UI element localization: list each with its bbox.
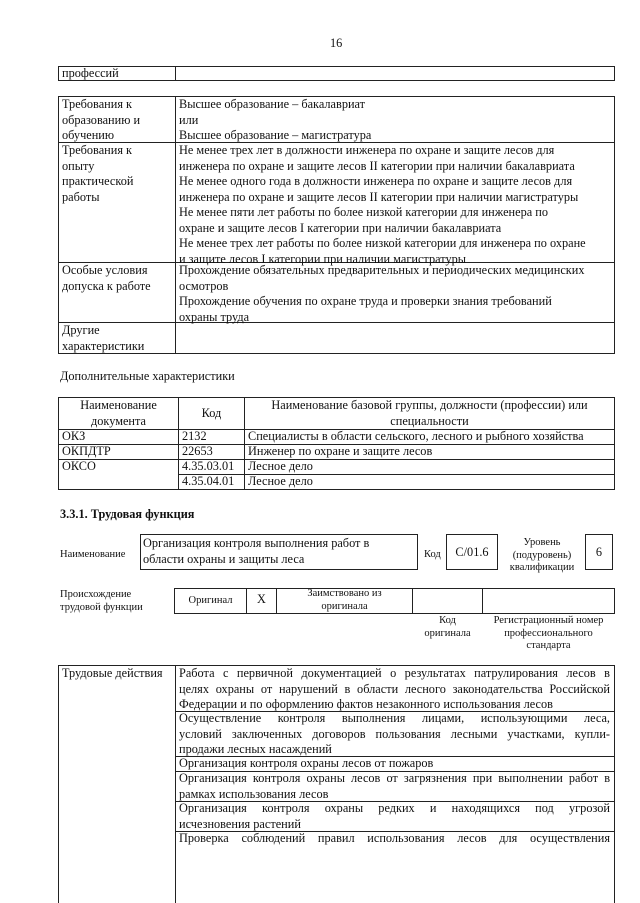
list-item: Работа с первичной документацией о результатах патрулирования лесов в целях охраны от нарушений в области лесного законодательства Российской Федерации и по оформлению фактов незаконного использования лесов xyxy=(179,666,610,711)
list-item: Организация контроля охраны редких и находящихся под угрозой исчезновения растений xyxy=(179,801,610,831)
list-item: Организация контроля охраны лесов от пожаров xyxy=(179,756,434,770)
registration-number-caption: Регистрационный номер профессионального стандарта xyxy=(493,615,604,651)
origin-label: Происхождение трудовой функции xyxy=(60,589,143,613)
table-row: ОКПДТР xyxy=(62,444,111,458)
other-characteristics-label: Другие характеристики xyxy=(62,323,145,353)
list-item: Проверка соблюдений правил использования лесов для осуществления xyxy=(179,831,610,845)
table-row: ОКЗ xyxy=(62,429,86,443)
function-heading: 3.3.1. Трудовая функция xyxy=(60,507,195,521)
experience-label: Требования к опыту практической работы xyxy=(62,143,134,204)
table-row-name: Специалисты в области сельского, лесного и рыбного хозяйства xyxy=(248,429,584,443)
admission-conditions-label: Особые условия допуска к работе xyxy=(62,263,151,293)
name-label: Наименование xyxy=(60,549,126,560)
table-row-code: 4.35.04.01 xyxy=(182,474,235,488)
original-code-caption: Код оригинала xyxy=(424,615,471,639)
admission-conditions-value: Прохождение обязательных предварительных и периодических медицинских осмотров Прохождение обучения по охране труда и проверки знания требований охраны труда xyxy=(179,263,585,324)
list-item: Организация контроля охраны лесов от загрязнения при выполнении работ в рамках использования лесов xyxy=(179,771,610,801)
table-row-name: Инженер по охране и защите лесов xyxy=(248,444,433,458)
level-value: 6 xyxy=(595,545,603,559)
header-code: Код xyxy=(201,406,222,420)
code-value: C/01.6 xyxy=(455,545,489,559)
code-label: Код xyxy=(424,549,441,560)
original-mark: X xyxy=(257,592,266,606)
table-row-code: 2132 xyxy=(182,429,207,443)
table-row-code: 22653 xyxy=(182,444,213,458)
labor-actions-label: Трудовые действия xyxy=(62,666,163,680)
original-label: Оригинал xyxy=(188,595,233,606)
table-row-name: Лесное дело xyxy=(248,459,313,473)
additional-title: Дополнительные характеристики xyxy=(60,369,235,383)
header-document: Наименование документа xyxy=(80,398,157,428)
education-value: Высшее образование – бакалавриат или Высшее образование – магистратура xyxy=(179,97,372,142)
function-name-value: Организация контроля выполнения работ в области охраны и защиты леса xyxy=(143,536,370,566)
qualification-level-label: Уровень (подуровень) квалификации xyxy=(509,537,575,573)
table-row-name: Лесное дело xyxy=(248,474,313,488)
education-label: Требования к образованию и обучению xyxy=(62,97,141,142)
header-group-name: Наименование базовой группы, должности (профессии) или специальности xyxy=(271,398,588,428)
table-row-code: 4.35.03.01 xyxy=(182,459,235,473)
borrowed-label: Заимствовано из оригинала xyxy=(307,588,382,612)
list-item: Осуществление контроля выполнения лицами, использующими леса, условий заключенных договоров пользования лесными участками, купли- продажи лесных насаждений xyxy=(179,711,610,756)
experience-value: Не менее трех лет в должности инженера по охране и защите лесов для инженера по охране и защите лесов II категории при наличии бакалавриата Не менее одного года в должности инженера по охране и защите лесов для инженера по охране и защите лесов II категории при наличии магистратуры Не менее пяти лет работы по более низкой категории для инженера по охране и защите лесов I категории при наличии бакалавриата Не менее трех лет работы по более низкой категории для инженера по охране и защите лесов I категории при наличии магистратуры xyxy=(179,143,586,266)
page-number: 16 xyxy=(330,36,343,50)
row-professions-label: профессий xyxy=(62,66,119,80)
table-row: ОКСО xyxy=(62,459,96,473)
